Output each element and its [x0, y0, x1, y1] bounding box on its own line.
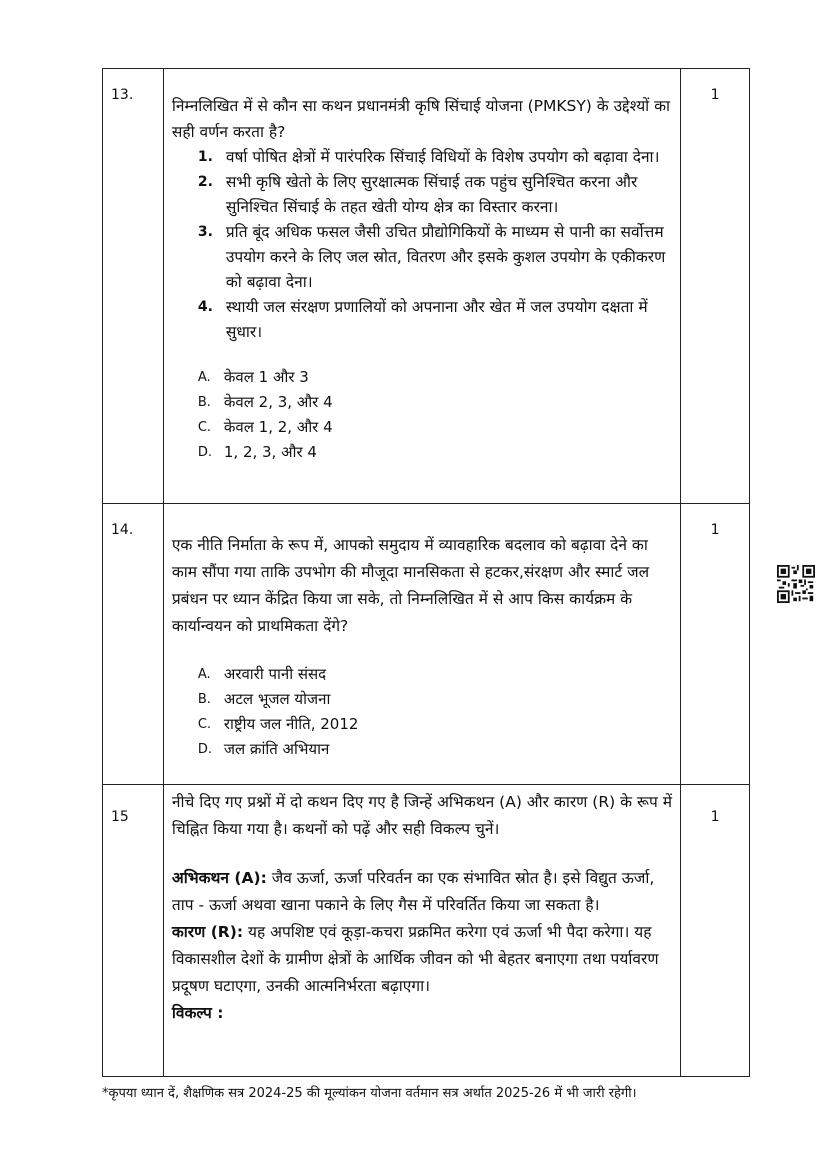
question-stem: निम्नलिखित में से कौन सा कथन प्रधानमंत्री कृषि सिंचाई योजना (PMKSY) के उद्देश्यों का सही वर्णन करता है?	[171, 97, 671, 141]
question-stem: नीचे दिए गए प्रश्नों में दो कथन दिए गए है जिन्हें अभिकथन (A) और कारण (R) के रूप में चिह्नित किया गया है। कथनों को पढ़ें और सही विकल्प चुनें।	[171, 793, 672, 838]
statement-item: 4. स्थायी जल संरक्षण प्रणालियों को अपनाना और खेत में जल उपयोग दक्षता में सुधार।	[197, 298, 648, 341]
assertion-label: अभिकथन (A):	[171, 869, 267, 887]
question-row-14	[103, 504, 750, 785]
option-d[interactable]: D. जल क्रांति अभियान	[197, 740, 330, 758]
question-number: 14.	[111, 522, 134, 538]
option-list	[172, 662, 672, 762]
question-stem: एक नीति निर्माता के रूप में, आपको समुदाय में व्यावहारिक बदलाव को बढ़ावा देने का काम सौंपा गया ताकि उपभोग की मौजूदा मानसिकता से हटकर,संरक्षण और स्मार्ट जल प्रबंधन पर ध्यान केंद्रित किया जा सके, तो निम्नलिखित में से आप किस कार्यक्रम के कार्यान्वयन को प्राथमिकता देंगे?	[171, 536, 650, 635]
reason	[172, 919, 672, 1000]
option-c[interactable]: C. केवल 1, 2, और 4	[197, 418, 333, 436]
question-marks: 1	[710, 87, 720, 103]
statement-list	[172, 145, 672, 345]
statement-item: 3. प्रति बूंद अधिक फसल जैसी उचित प्रौद्योगिकियों के माध्यम से पानी का सर्वोत्तम उपयोग करने के लिए जल स्रोत, वितरण और इसके कुशल उपयोग के एकीकरण को बढ़ावा देना।	[197, 223, 666, 291]
reason-label: कारण (R):	[171, 923, 244, 941]
option-a[interactable]: A. केवल 1 और 3	[197, 368, 309, 386]
option-c[interactable]: C. राष्ट्रीय जल नीति, 2012	[197, 715, 359, 733]
choices-label: विकल्प :	[171, 1004, 224, 1022]
assertion	[172, 865, 672, 919]
qr-code-icon	[777, 565, 815, 603]
question-row-13	[103, 69, 750, 504]
question-number: 15	[111, 809, 129, 825]
option-b[interactable]: B. अटल भूजल योजना	[197, 690, 331, 708]
footnote: *कृपया ध्यान दें, शैक्षणिक सत्र 2024-25 की मूल्यांकन योजना वर्तमान सत्र अर्थात 2025-26 में भी जारी रहेगी।	[102, 1086, 637, 1101]
option-b[interactable]: B. केवल 2, 3, और 4	[197, 393, 333, 411]
statement-item: 2. सभी कृषि खेतो के लिए सुरक्षात्मक सिंचाई तक पहुंच सुनिश्चित करना और सुनिश्चित सिंचाई के तहत खेती योग्य क्षेत्र का विस्तार करना।	[197, 173, 638, 216]
assertion-text: जैव ऊर्जा, ऊर्जा परिवर्तन का एक संभावित स्रोत है। इसे विद्युत ऊर्जा, ताप - ऊर्जा अथवा खाना पकाने के लिए गैस में परिवर्तित किया जा सकता है।	[171, 869, 655, 914]
option-d[interactable]: D. 1, 2, 3, और 4	[197, 443, 317, 461]
option-list	[172, 365, 672, 465]
question-row-15	[103, 785, 750, 1077]
question-marks: 1	[710, 809, 720, 825]
statement-item: 1. वर्षा पोषित क्षेत्रों में पारंपरिक सिंचाई विधियों के विशेष उपयोग को बढ़ावा देना।	[197, 148, 660, 166]
reason-text: यह अपशिष्ट एवं कूड़ा-कचरा प्रक्रमित करेगा एवं ऊर्जा भी पैदा करेगा। यह विकासशील देशों के ग्रामीण क्षेत्रों के आर्थिक जीवन को भी बेहतर बनाएगा तथा पर्यावरण प्रदूषण घटाएगा, उनकी आत्मनिर्भरता बढ़ाएगा।	[171, 923, 659, 995]
question-number: 13.	[111, 87, 134, 103]
question-marks: 1	[710, 522, 720, 538]
question-table	[102, 68, 750, 1077]
option-a[interactable]: A. अरवारी पानी संसद	[197, 665, 327, 683]
